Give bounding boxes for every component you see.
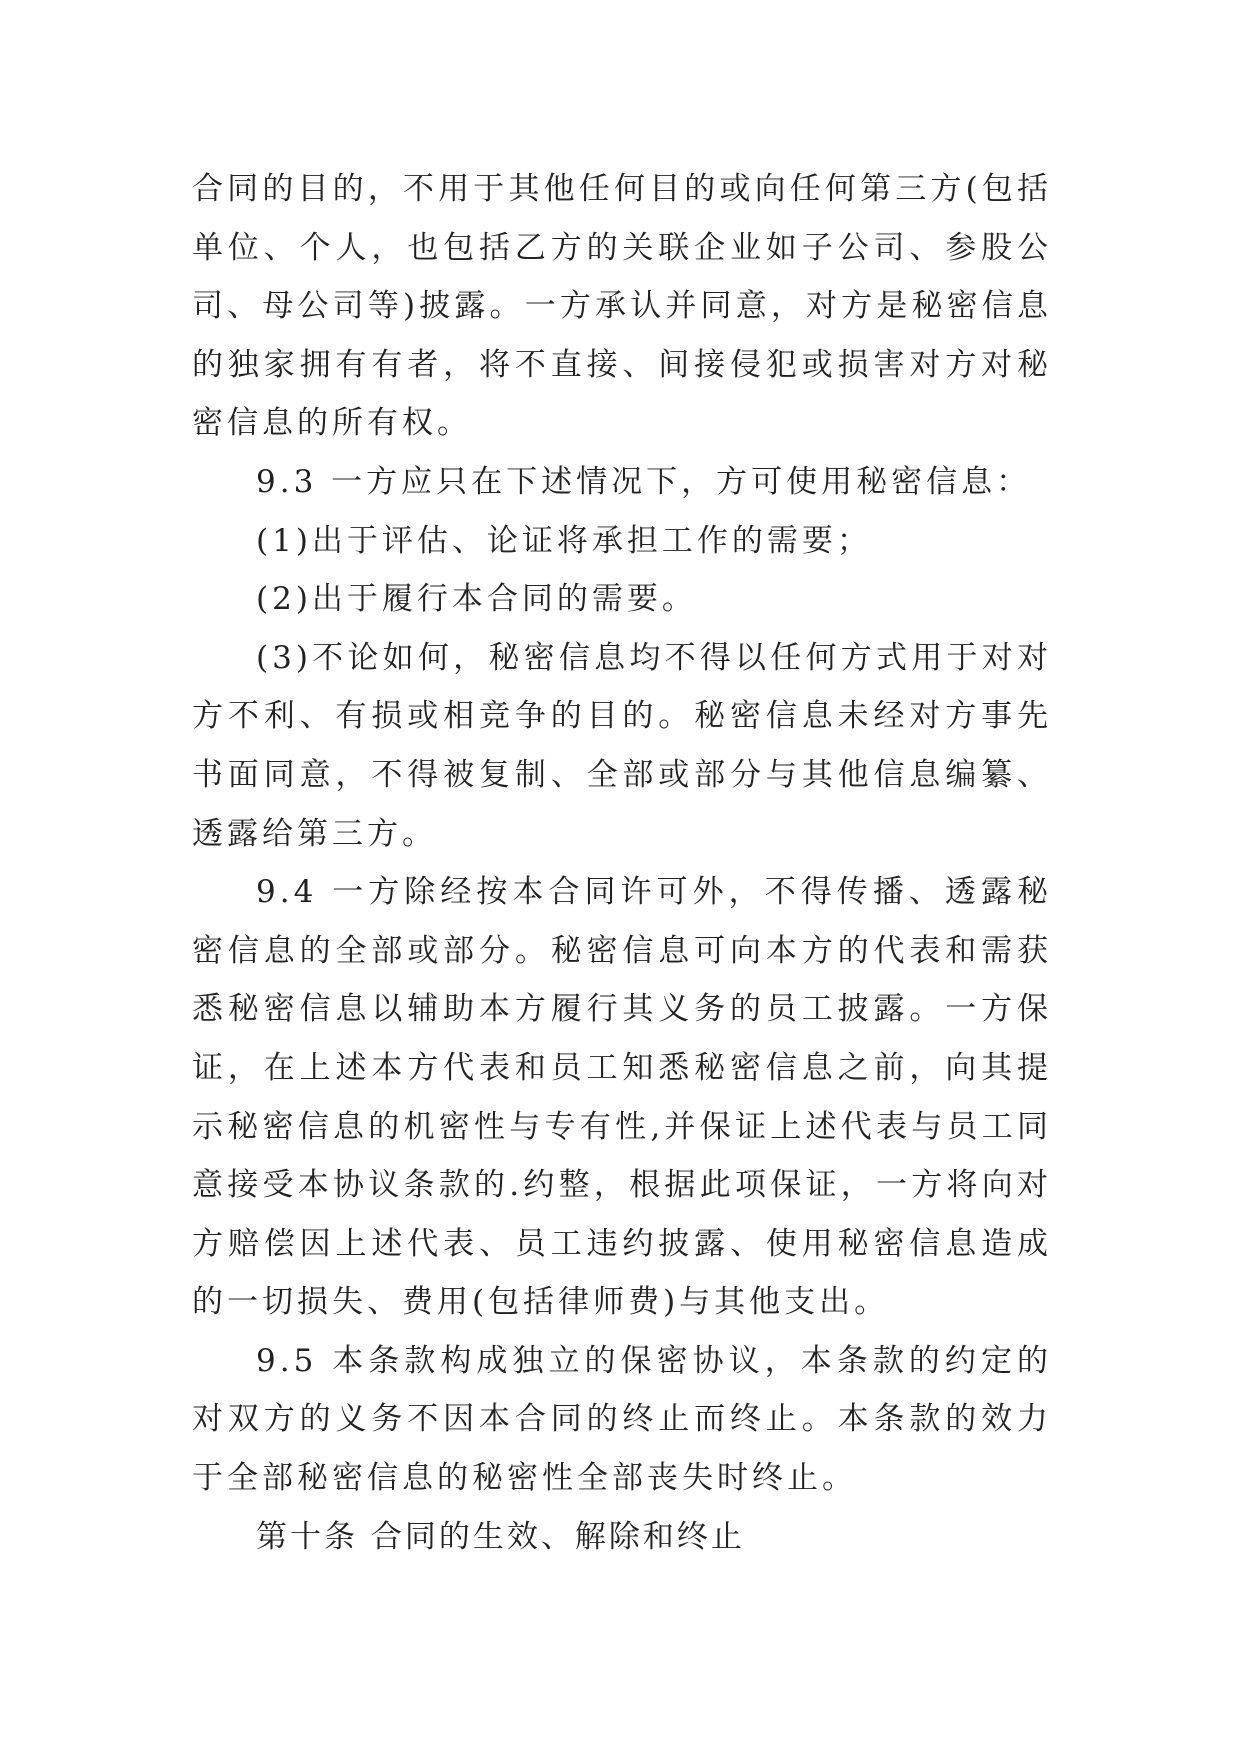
paragraph-confidential-purpose: 合同的目的，不用于其他任何目的或向任何第三方(包括单位、个人，也包括乙方的关联企业如子公司、参股公司、母公司等)披露。一方承认并同意，对方是秘密信息的独家拥有有者，将不直接、间接侵犯或损害对方对秘密信息的所有权。 (192, 171, 1052, 442)
clause-9-3-item-3: (3)不论如何，秘密信息均不得以任何方式用于对对方不利、有损或相竞争的目的。秘密信息未经对方事先书面同意，不得被复制、全部或部分与其他信息编纂、透露给第三方。 (192, 639, 1052, 852)
article-10-heading: 第十条 合同的生效、解除和终止 (256, 1518, 745, 1555)
clause-9-3-item-2: (2)出于履行本合同的需要。 (256, 581, 697, 618)
clause-9-3: 9.3 一方应只在下述情况下，方可使用秘密信息： (256, 463, 1032, 500)
document-body (192, 160, 1052, 1566)
clause-9-3-item-1: (1)出于评估、论证将承担工作的需要； (256, 522, 872, 559)
clause-9-4: 9.4 一方除经按本合同许可外，不得传播、透露秘密信息的全部或部分。秘密信息可向本方的代表和需获悉秘密信息以辅助本方履行其义务的员工披露。一方保证，在上述本方代表和员工知悉秘密信息之前，向其提示秘密信息的机密性与专有性,并保证上述代表与员工同意接受本协议条款的.约整，根据此项保证，一方将向对方赔偿因上述代表、员工违约披露、使用秘密信息造成的一切损失、费用(包括律师费)与其他支出。 (192, 874, 1052, 1321)
clause-9-5: 9.5 本条款构成独立的保密协议，本条款的约定的对双方的义务不因本合同的终止而终止。本条款的效力于全部秘密信息的秘密性全部丧失时终止。 (192, 1342, 1052, 1497)
